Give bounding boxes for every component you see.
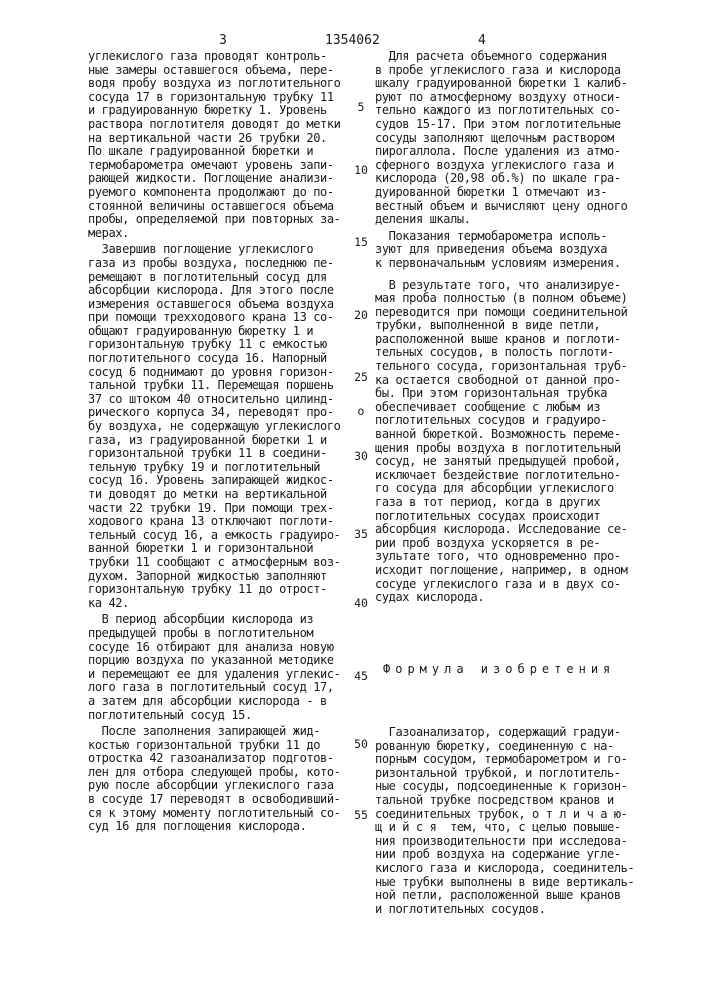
text-line: сосуды заполняют щелочным раствором [375, 132, 628, 146]
text-line: на вертикальной части 26 трубки 20. [88, 132, 341, 146]
text-line: рии проб воздуха ускоряется в ре- [375, 537, 628, 551]
text-line: ка 42. [88, 597, 341, 611]
text-line: лен для отбора следующей пробы, кото- [88, 766, 341, 780]
patent-number: 1354062 [325, 33, 380, 48]
text-line: Показания термобарометра исполь- [375, 230, 628, 244]
text-line: тельного сосуда, горизонтальная труб- [375, 360, 628, 374]
text-line: Завершив поглощение углекислого [88, 243, 341, 257]
claim-line: рованную бюретку, соединенную с на- [375, 740, 634, 754]
text-line: Для расчета объемного содержания [375, 50, 628, 64]
claim-line: Газоанализатор, содержащий градуи- [375, 726, 634, 740]
text-line: 37 со штоком 40 относительно цилинд- [88, 393, 341, 407]
text-line: пробы, определяемой при повторных за- [88, 213, 341, 227]
text-line: сосуде 16 отбирают для анализа новую [88, 641, 341, 655]
text-line: лого газа в поглотительный сосуд 17, [88, 681, 341, 695]
text-line: пирогаллола. После удаления из атмо- [375, 145, 628, 159]
paragraph [375, 230, 628, 271]
text-line: ходового крана 13 отключают поглоти- [88, 515, 341, 529]
text-line: и перемещают ее для удаления углекис- [88, 668, 341, 682]
text-line: тельных сосудов, в полость поглоти- [375, 346, 628, 360]
page-number-left: 3 [219, 33, 227, 48]
claim-line: ной петли, расположенной выше кранов [375, 889, 634, 903]
line-number: 15 [351, 236, 371, 249]
text-line: в сосуде 17 переводят в освободивший- [88, 793, 341, 807]
text-line: тельно каждого из поглотительных со- [375, 104, 628, 118]
claim-line: ризонтальной трубкой, и поглотитель- [375, 767, 634, 781]
line-number: 45 [351, 670, 371, 683]
text-line: исходит поглощение, например, в одном [375, 564, 628, 578]
line-number: o [351, 405, 371, 418]
text-line: трубки 11 сообщают с атмосферным воз- [88, 556, 341, 570]
line-number: 25 [351, 371, 371, 384]
text-line: зультате того, что одновременно про- [375, 550, 628, 564]
text-line: сферного воздуха углекислого газа и [375, 159, 628, 173]
text-line: абсорбция кислорода. Исследование се- [375, 523, 628, 537]
text-line: сосуд 16. Уровень запирающей жидкос- [88, 474, 341, 488]
text-line: поглотительных сосудов и градуиро- [375, 414, 628, 428]
text-line: В период абсорбции кислорода из [88, 613, 341, 627]
claim-line: и поглотительных сосудов. [375, 903, 634, 917]
text-line: сосуде углекислого газа и в двух со- [375, 578, 628, 592]
text-line: После заполнения запирающей жид- [88, 725, 341, 739]
paragraph [375, 279, 628, 605]
line-number: 10 [351, 164, 371, 177]
paragraph [88, 725, 341, 834]
text-line: ка остается свободной от данной про- [375, 374, 628, 388]
text-line: ти доводят до метки на вертикальной [88, 488, 341, 502]
text-line: ванной бюретки 1 и горизонтальной [88, 542, 341, 556]
text-line: духом. Запорной жидкостью заполняют [88, 570, 341, 584]
text-line: горизонтальную трубку 11 до отрост- [88, 583, 341, 597]
paragraph [88, 613, 341, 722]
text-line: а затем для абсорбции кислорода - в [88, 695, 341, 709]
text-line: тельную трубку 19 и поглотительный [88, 461, 341, 475]
text-line: абсорбции кислорода. Для этого после [88, 284, 341, 298]
text-line: горизонтальную трубку 11 с емкостью [88, 338, 341, 352]
text-line: порцию воздуха по указанной методике [88, 654, 341, 668]
text-line: ванной бюреткой. Возможность переме- [375, 428, 628, 442]
text-line: В результате того, что анализируе- [375, 279, 628, 293]
claims-title: Формула изобретения [383, 663, 634, 677]
text-line: газа из пробы воздуха, последнюю пе- [88, 257, 341, 271]
text-line: трубки, выполненной в виде петли, [375, 319, 628, 333]
page-number-right: 4 [478, 33, 486, 48]
text-line: кислорода (20,98 об.%) по шкале гра- [375, 172, 628, 186]
text-line: термобарометра омечают уровень запи- [88, 159, 341, 173]
text-line: газа, из градуированной бюретки 1 и [88, 434, 341, 448]
text-line: бы. При этом горизонтальная трубка [375, 387, 628, 401]
claim-line: щ и й с я тем, что, с целью повыше- [375, 821, 634, 835]
paragraph [375, 50, 628, 227]
claim-line: кислого газа и кислорода, соединитель- [375, 862, 634, 876]
line-number: 5 [351, 101, 371, 114]
text-line: поглотительный сосуд 15. [88, 709, 341, 723]
text-line: мая проба полностью (в полном объеме) [375, 292, 628, 306]
right-column [375, 50, 628, 608]
text-line: По шкале градуированной бюретки и [88, 145, 341, 159]
text-line: водя пробу воздуха из поглотительного [88, 77, 341, 91]
text-line: в пробе углекислого газа и кислорода [375, 64, 628, 78]
text-line: стоянной величины оставшегося объема [88, 200, 341, 214]
text-line: сосуда 17 в горизонтальную трубку 11 [88, 91, 341, 105]
text-line: судах кислорода. [375, 591, 628, 605]
text-line: углекислого газа проводят контроль- [88, 50, 341, 64]
text-line: тельный сосуд 16, а емкость градуиро- [88, 529, 341, 543]
text-line: костью горизонтальной трубки 11 до [88, 739, 341, 753]
text-line: мерах. [88, 227, 341, 241]
text-line: поглотительных сосудах происходит [375, 510, 628, 524]
claim-line: ния производительности при исследова- [375, 835, 634, 849]
paragraph [88, 50, 341, 240]
text-line: ся к этому моменту поглотительный со- [88, 807, 341, 821]
text-line: суд 16 для поглощения кислорода. [88, 820, 341, 834]
claim-line: ные сосуды, подсоединенные к горизон- [375, 780, 634, 794]
text-line: сосуд 6 поднимают до уровня горизон- [88, 366, 341, 380]
text-line: отростка 42 газоанализатор подготов- [88, 752, 341, 766]
text-line: рающей жидкости. Поглощение анализи- [88, 172, 341, 186]
text-line: части 22 трубки 19. При помощи трех- [88, 502, 341, 516]
text-line: горизонтальной трубки 11 в соедини- [88, 447, 341, 461]
claims-section [375, 636, 634, 930]
text-line: го сосуда для абсорбции углекислого [375, 482, 628, 496]
line-number: 40 [351, 597, 371, 610]
text-line: сосуд, не занятый предыдущей пробой, [375, 455, 628, 469]
text-line: тальной трубки 11. Перемещая поршень [88, 379, 341, 393]
claim-line: порным сосудом, термобарометром и го- [375, 753, 634, 767]
line-number: 35 [351, 528, 371, 541]
text-line: измерения оставшегося объема воздуха [88, 298, 341, 312]
text-line: обеспечивает сообщение с любым из [375, 401, 628, 415]
text-line: деления шкалы. [375, 213, 628, 227]
line-number: 50 [351, 738, 371, 751]
paragraph [88, 243, 341, 610]
text-line: раствора поглотителя доводят до метки [88, 118, 341, 132]
line-number: 20 [351, 309, 371, 322]
text-line: исключает бездействие поглотительно- [375, 469, 628, 483]
line-number: 30 [351, 450, 371, 463]
text-line: переводится при помощи соединительной [375, 306, 628, 320]
text-line: рического корпуса 34, переводят про- [88, 406, 341, 420]
text-line: ремещают в поглотительный сосуд для [88, 271, 341, 285]
claim-line: ные трубки выполнены в виде вертикаль- [375, 876, 634, 890]
claim-line: тальной трубке посредством кранов и [375, 794, 634, 808]
text-line: шкалу градуированной бюретки 1 калиб- [375, 77, 628, 91]
text-line: ные замеры оставшегося объема, пере- [88, 64, 341, 78]
text-line: при помощи трехходового крана 13 со- [88, 311, 341, 325]
text-line: руемого компонента продолжают до по- [88, 186, 341, 200]
left-column [88, 50, 341, 837]
text-line: общают градуированную бюретку 1 и [88, 325, 341, 339]
text-line: рую после абсорбции углекислого газа [88, 779, 341, 793]
text-line: газа в тот период, когда в других [375, 496, 628, 510]
claim-line: нии проб воздуха на содержание угле- [375, 848, 634, 862]
text-line: поглотительного сосуда 16. Напорный [88, 352, 341, 366]
text-line: судов 15-17. При этом поглотительные [375, 118, 628, 132]
text-line: вестный объем и вычисляют цену одного [375, 200, 628, 214]
text-line: дуированной бюретки 1 отмечают из- [375, 186, 628, 200]
text-line: щения пробы воздуха в поглотительный [375, 442, 628, 456]
claim-line: соединительных трубок, о т л и ч а ю- [375, 808, 634, 822]
text-line: руют по атмосферному воздуху относи- [375, 91, 628, 105]
text-line: зуют для приведения объема воздуха [375, 243, 628, 257]
text-line: расположенной выше кранов и поглоти- [375, 333, 628, 347]
text-line: бу воздуха, не содержащую углекислого [88, 420, 341, 434]
text-line: к первоначальным условиям измерения. [375, 257, 628, 271]
text-line: предыдущей пробы в поглотительном [88, 627, 341, 641]
text-line: и градуированную бюретку 1. Уровень [88, 104, 341, 118]
line-number: 55 [351, 809, 371, 822]
